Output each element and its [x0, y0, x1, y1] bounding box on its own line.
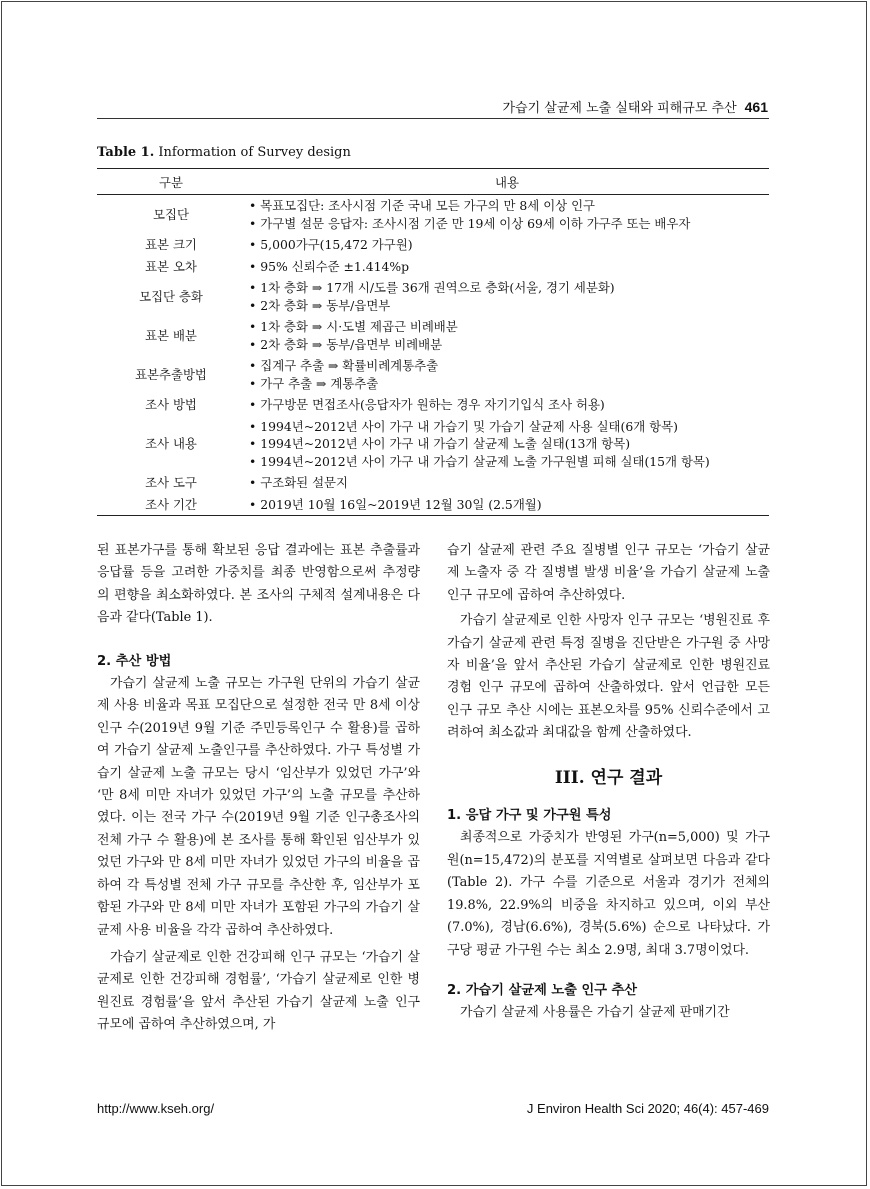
- row-category: 조사 기간: [97, 494, 245, 516]
- row-category: 모집단 층화: [139, 288, 203, 304]
- subsection-heading: 1. 응답 가구 및 가구원 특성: [447, 808, 612, 824]
- row-item: • 1994년~2012년 사이 가구 내 가습기 살균제 노출 실태(13개 항목): [249, 435, 769, 453]
- table-row: [97, 234, 769, 256]
- paragraph: 최종적으로 가중치가 반영된 가구(n=5,000) 및 가구원(n=15,472)의 분포를 지역별로 살펴보면 다음과 같다(Table 2). 가구 수를 기준으로 서울과 경기가 전체의19.8%, 22.9%의 비중을 차지하고 있으며, 이외 부산(7.0%), 경남(6.6%), 경북(5.6%) 순으로 나타났다. 가구당 평균 가구원 수는 최소 2.9명, 최대 3.7명이었다.: [447, 830, 770, 958]
- row-item: • 집계구 추출 ⇒ 확률비례계통추출: [249, 357, 769, 375]
- header-rule: [97, 118, 769, 119]
- row-category: 조사 방법: [145, 397, 197, 412]
- table-label: Table 1.: [97, 145, 155, 160]
- paragraph: 가습기 살균제로 인한 건강피해 인구 규모는 ‘가습기 살균제로 인한 건강피해 경험률’, ‘가습기 살균제로 인한 병원진료 경험률’을 앞서 추산된 가습기 살균제 노출 인구 규모에 곱하여 추산하였으며, 가: [97, 949, 420, 1033]
- row-content: [245, 195, 769, 235]
- row-content: [245, 316, 769, 355]
- row-content: [245, 416, 769, 473]
- row-item: • 2019년 10월 16일~2019년 12월 30일 (2.5개월): [249, 496, 769, 514]
- subsection-heading: 2. 가습기 살균제 노출 인구 추산: [447, 982, 638, 998]
- table-header-row: [97, 169, 769, 195]
- table-row: [97, 195, 769, 235]
- row-item: • 1차 층화 ⇒ 17개 시/도를 36개 권역으로 층화(서울, 경기 세분화): [249, 279, 769, 297]
- table-title: [97, 145, 351, 160]
- table-row: [97, 316, 769, 355]
- row-content: [245, 494, 769, 516]
- paragraph: 된 표본가구를 통해 확보된 응답 결과에는 표본 추출률과 응답률 등을 고려한 가중치를 최종 반영함으로써 추정량의 편향을 최소화하였다. 본 조사의 구체적 설계내용은 다음과 같다(Table 1).: [97, 543, 420, 626]
- running-head: [440, 97, 768, 116]
- row-content: [245, 355, 769, 394]
- row-category: 모집단: [153, 206, 189, 222]
- table-row: [97, 256, 769, 278]
- row-item: • 2차 층화 ⇒ 동부/읍면부 비례배분: [249, 336, 769, 354]
- row-item: • 5,000가구(15,472 가구원): [249, 236, 769, 254]
- row-item: • 1994년~2012년 사이 가구 내 가습기 살균제 노출 가구원별 피해 실태(15개 항목): [249, 453, 769, 471]
- row-item: • 2차 층화 ⇒ 동부/읍면부: [249, 297, 769, 315]
- row-content: [245, 472, 769, 494]
- row-content: [245, 256, 769, 278]
- table-caption: Information of Survey design: [158, 145, 351, 160]
- table-row: [97, 472, 769, 494]
- paragraph: 가습기 살균제로 인한 사망자 인구 규모는 ‘병원진료 후 가습기 살균제 관련 특정 질병을 진단받은 가구원 중 사망자 비율’을 앞서 추산된 가습기 살균제로 인한 병원진료 경험 인구 규모에 곱하여 산출하였다. 앞서 언급한 모든 인구 규모 추산 시에는 표본오차를 95% 신뢰수준에서 고려하여 최소값과 최대값을 함께 산출하였다.: [447, 613, 770, 741]
- row-item: • 목표모집단: 조사시점 기준 국내 모든 가구의 만 8세 이상 인구: [249, 197, 769, 215]
- paragraph: 습기 살균제 관련 주요 질병별 인구 규모는 ‘가습기 살균제 노출자 중 각 질병별 발생 비율’을 가습기 살균제 노출 인구 규모에 곱하여 추산하였다.: [447, 543, 770, 603]
- paragraph: 가습기 살균제 노출 규모는 가구원 단위의 가습기 살균제 사용 비율과 목표 모집단으로 설정한 전국 만 8세 이상 인구 수(2019년 9월 기준 주민등록인구 수 활용)를 곱하여 가습기 살균제 노출인구를 추산하였다. 가구 특성별 가습기 살균제 노출 규모는 당시 ‘임산부가 있었던 가구’와 ‘만 8세 미만 자녀가 있었던 가구’의 노출 규모를 추산하였다. 이는 전국 가구 수(2019년 9월 기준 인구총조사의 전체 가구 수 활용)에 본 조사를 통해 확인된 임산부가 있었던 가구와 만 8세 미만 자녀가 있었던 가구의 비율을 곱하여 각 특성별 전체 가구 규모를 추산한 후, 임산부가 포함된 가구와 만 8세 미만 자녀가 포함된 가구의 가습기 살균제 사용 비율을 각각 곱하여 추산하였다.: [97, 676, 420, 938]
- table-row: [97, 277, 769, 316]
- row-category: 표본 크기: [145, 237, 197, 252]
- row-category: 조사 도구: [145, 475, 197, 490]
- row-category: 표본 오차: [145, 258, 197, 274]
- row-item: • 1994년~2012년 사이 가구 내 가습기 및 가습기 살균제 사용 실태(6개 항목): [249, 418, 769, 436]
- paragraph: 가습기 살균제 사용률은 가습기 살균제 판매기간: [460, 1005, 730, 1021]
- row-item: • 가구방문 면접조사(응답자가 원하는 경우 자기기입식 조사 허용): [249, 396, 769, 414]
- table-row: [97, 394, 769, 416]
- row-category: 표본 배분: [145, 327, 197, 343]
- section-heading: 2. 추산 방법: [97, 653, 172, 669]
- left-column: [97, 540, 420, 1037]
- footer-citation: J Environ Health Sci 2020; 46(4): 457-469: [526, 1101, 769, 1116]
- row-content: [245, 234, 769, 256]
- section-heading: III. 연구 결과: [554, 767, 663, 788]
- row-item: • 가구별 설문 응답자: 조사시점 기준 만 19세 이상 69세 이하 가구주 또는 배우자: [249, 215, 769, 233]
- survey-design-table: [97, 168, 769, 516]
- footer-url: http://www.kseh.org/: [97, 1101, 215, 1116]
- running-title: 가습기 살균제 노출 실태와 피해규모 추산: [502, 101, 737, 116]
- right-column: [447, 540, 770, 1025]
- row-item: • 95% 신뢰수준 ±1.414%p: [249, 258, 769, 276]
- row-category: 표본추출방법: [135, 366, 207, 382]
- table-row: [97, 494, 769, 516]
- row-category: 조사 내용: [145, 436, 197, 451]
- row-item: • 가구 추출 ⇒ 계통추출: [249, 375, 769, 393]
- column-header-category: 구분: [97, 169, 245, 195]
- row-content: [245, 394, 769, 416]
- row-item: • 구조화된 설문지: [249, 474, 769, 492]
- column-header-content: 내용: [245, 169, 769, 195]
- row-content: [245, 277, 769, 316]
- page-number: 461: [744, 99, 768, 115]
- table-row: [97, 416, 769, 473]
- table-row: [97, 355, 769, 394]
- row-item: • 1차 층화 ⇒ 시·도별 제곱근 비례배분: [249, 318, 769, 336]
